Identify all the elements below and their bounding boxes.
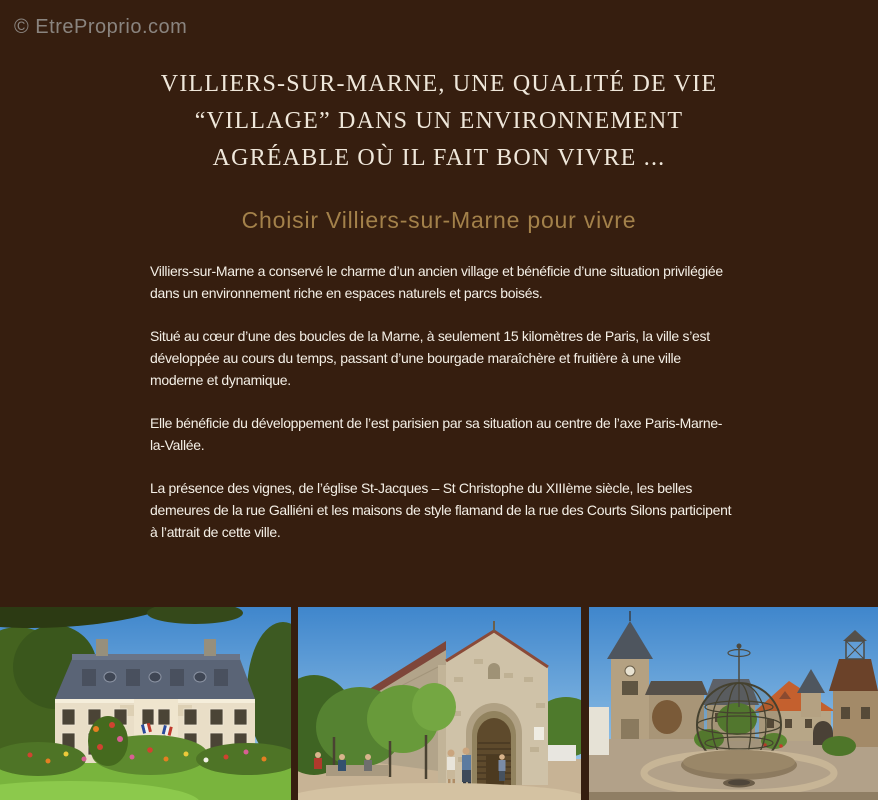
white-building bbox=[589, 707, 609, 755]
person-at-door bbox=[499, 754, 506, 781]
watermark: © EtreProprio.com bbox=[14, 16, 188, 38]
paragraph-4: La présence des vignes, de l’église St-Jacques – St Christophe du XIIIème siècle, les belles demeures de la rue Galliéni et les maisons de style flamand de la rue des Courts Silons participent à l’attrait de cette ville. bbox=[150, 480, 732, 540]
photo-village-square bbox=[589, 607, 878, 800]
paragraph-1: Villiers-sur-Marne a conservé le charme d’un ancien village et bénéficie d’une situation privilégiée dans un environnement riche en espaces naturels et parcs boisés. bbox=[150, 263, 723, 301]
portal-arch bbox=[466, 703, 522, 785]
photo-church-st-jacques bbox=[298, 607, 581, 800]
church-illustration bbox=[298, 607, 581, 800]
title-line-1: VILLIERS-SUR-MARNE, UNE QUALITÉ DE VIE bbox=[160, 71, 718, 97]
photo-strip bbox=[0, 607, 878, 800]
subtitle: Choisir Villiers-sur-Marne pour vivre bbox=[241, 207, 637, 233]
paragraph-3: Elle bénéficie du développement de l’est parisien par sa situation au centre de l’axe Paris-Marne-la-Vallée. bbox=[150, 415, 723, 453]
intro-text bbox=[150, 260, 734, 564]
title-line-2: “VILLAGE” DANS UN ENVIRONNEMENT bbox=[194, 108, 684, 134]
foreground-cobbles bbox=[589, 792, 878, 800]
page-title bbox=[0, 66, 878, 177]
town-hall-illustration bbox=[0, 607, 291, 800]
village-square-illustration bbox=[589, 607, 878, 800]
white-van bbox=[548, 745, 576, 761]
title-line-3: AGRÉABLE OÙ IL FAIT BON VIVRE ... bbox=[212, 145, 666, 171]
photo-town-hall-garden bbox=[0, 607, 291, 800]
paragraph-2: Situé au cœur d’une des boucles de la Marne, à seulement 15 kilomètres de Paris, la ville s’est développée au cours du temps, passant d’une bourgade maraîchère et fruitière à une ville moderne et dynamique. bbox=[150, 328, 710, 388]
